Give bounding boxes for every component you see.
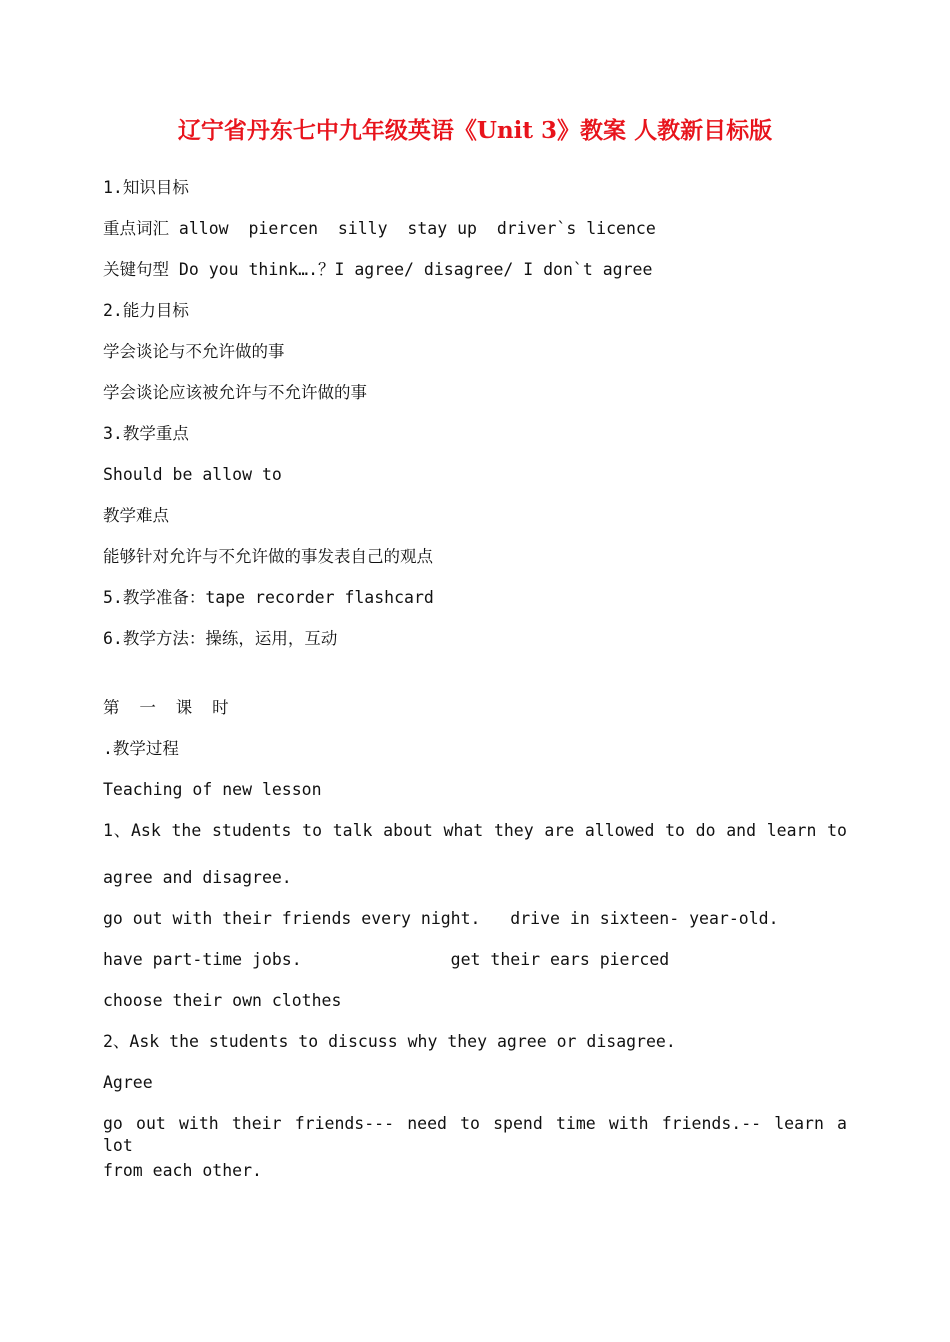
- new-lesson-heading: Teaching of new lesson: [103, 780, 322, 799]
- ability-goal-1: 学会谈论与不允许做的事: [103, 342, 285, 361]
- key-vocabulary: 重点词汇 allow piercen silly stay up driver`s licence: [103, 219, 656, 238]
- agree-reason-continued: from each other.: [103, 1161, 262, 1180]
- example-line-3: choose their own clothes: [103, 991, 342, 1010]
- example-line-2: have part-time jobs. get their ears pierced: [103, 950, 670, 969]
- teaching-preparation: 5.教学准备：tape recorder flashcard: [103, 588, 434, 607]
- example-line-1: go out with their friends every night. drive in sixteen- year-old.: [103, 909, 779, 928]
- section-ability-goals: 2.能力目标: [103, 301, 189, 320]
- section-teaching-focus: 3.教学重点: [103, 424, 189, 443]
- teaching-process-heading: .教学过程: [103, 739, 179, 758]
- key-sentences: 关键句型 Do you think….？I agree/ disagree/ I don`t agree: [103, 260, 653, 279]
- step-1-text: 1、Ask the students to talk about what they are allowed to do and learn to: [103, 821, 847, 840]
- teaching-methods: 6.教学方法：操练，运用，互动: [103, 629, 338, 648]
- section-knowledge-goals: 1.知识目标: [103, 178, 189, 197]
- lesson-period-heading: 第 一 课 时: [103, 698, 229, 717]
- agree-heading: Agree: [103, 1073, 153, 1092]
- step-2-text: 2、Ask the students to discuss why they agree or disagree.: [103, 1032, 676, 1051]
- document-title: 辽宁省丹东七中九年级英语《Unit 3》教案 人教新目标版: [177, 117, 773, 144]
- section-teaching-difficulty: 教学难点: [103, 506, 169, 525]
- step-1-continued: agree and disagree.: [103, 868, 292, 887]
- agree-reason-line: go out with their friends--- need to spend time with friends.-- learn a lot: [103, 1114, 847, 1155]
- teaching-difficulty-text: 能够针对允许与不允许做的事发表自己的观点: [103, 547, 433, 566]
- ability-goal-2: 学会谈论应该被允许与不允许做的事: [103, 383, 367, 402]
- teaching-focus-text: Should be allow to: [103, 465, 282, 484]
